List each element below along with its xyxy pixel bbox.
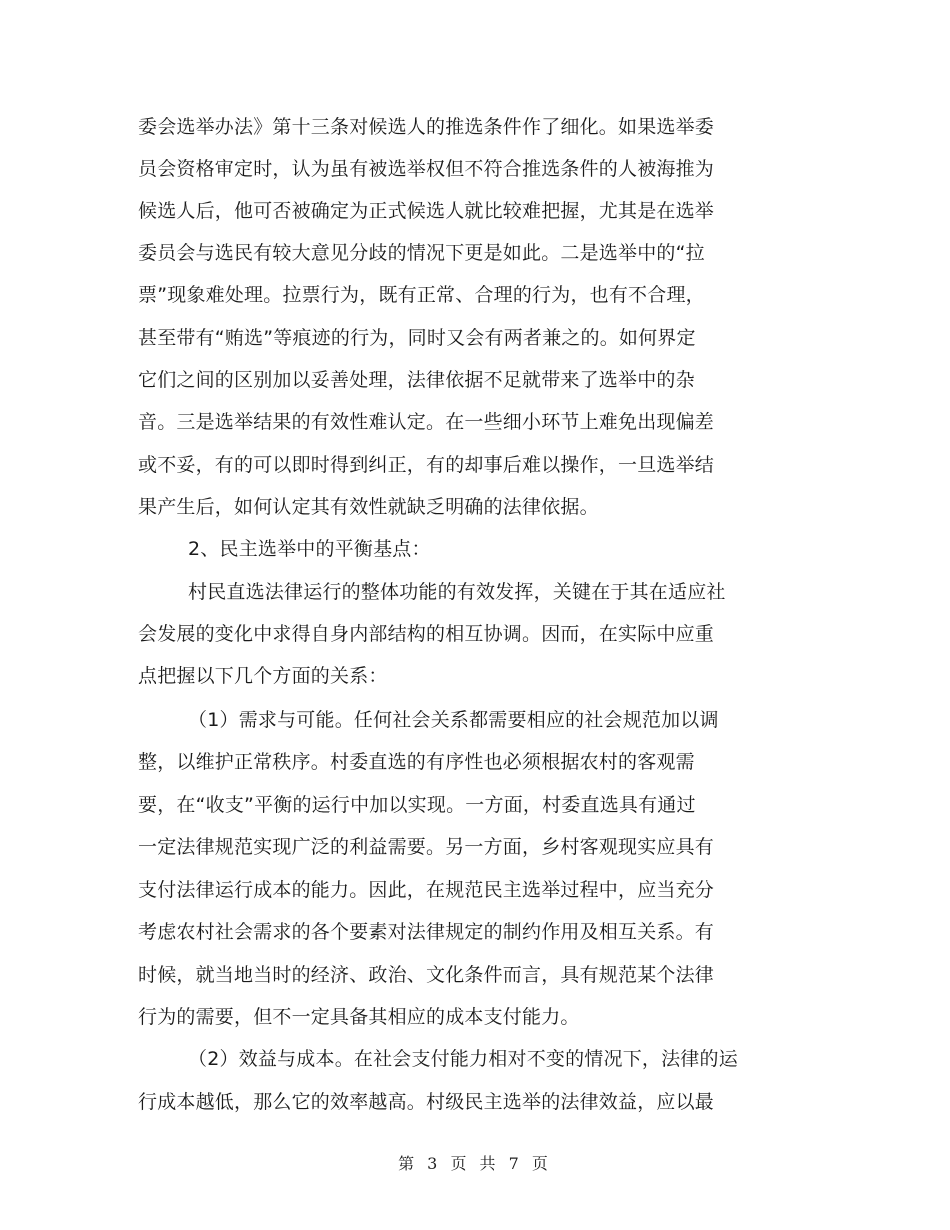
- text-line: 果产生后，如何认定其有效性就缺乏明确的法律依据。: [138, 496, 599, 518]
- text-line: 行成本越低，那么它的效率越高。村级民主选举的法律效益，应以最: [138, 1091, 715, 1113]
- text-line: 会发展的变化中求得自身内部结构的相互协调。因而，在实际中应重: [138, 623, 715, 645]
- text-line: 支付法律运行成本的能力。因此，在规范民主选举过程中，应当充分: [138, 879, 715, 901]
- text-line: 村民直选法律运行的整体功能的有效发挥，关键在于其在适应社: [188, 581, 726, 603]
- text-line: 时候，就当地当时的经济、政治、文化条件而言，具有规范某个法律: [138, 964, 715, 986]
- page-footer: 第 3 页 共 7 页: [398, 1154, 552, 1173]
- text-line: 考虑农村社会需求的各个要素对法律规定的制约作用及相互关系。有: [138, 921, 715, 943]
- text-line: 候选人后，他可否被确定为正式候选人就比较难把握，尤其是在选举: [138, 200, 715, 222]
- text-line: 它们之间的区别加以妥善处理，法律依据不足就带来了选举中的杂: [138, 369, 695, 391]
- text-line: 一定法律规范实现广泛的利益需要。另一方面，乡村客观现实应具有: [138, 836, 715, 858]
- text-line: 点把握以下几个方面的关系：: [138, 665, 388, 687]
- text-line: 员会资格审定时，认为虽有被选举权但不符合推选条件的人被海推为: [138, 158, 715, 180]
- text-line: 委员会与选民有较大意见分歧的情况下更是如此。二是选举中的“拉: [138, 242, 705, 264]
- text-line: 或不妥，有的可以即时得到纠正，有的却事后难以操作，一旦选举结: [138, 454, 715, 476]
- text-line: 整，以维护正常秩序。村委直选的有序性也必须根据农村的客观需: [138, 751, 695, 773]
- text-line: 委会选举办法》第十三条对候选人的推选条件作了细化。如果选举委: [138, 116, 715, 138]
- text-line: （1）需求与可能。任何社会关系都需要相应的社会规范加以调: [188, 709, 719, 731]
- text-line: 行为的需要，但不一定具备其相应的成本支付能力。: [138, 1006, 580, 1028]
- text-line: （2）效益与成本。在社会支付能力相对不变的情况下，法律的运: [188, 1048, 738, 1070]
- section-heading: 2、民主选举中的平衡基点：: [188, 538, 431, 560]
- text-line: 要，在“收支”平衡的运行中加以实现。一方面，村委直选具有通过: [138, 794, 696, 816]
- text-line: 甚至带有“贿选”等痕迹的行为，同时又会有两者兼之的。如何界定: [138, 327, 696, 349]
- text-line: 音。三是选举结果的有效性难认定。在一些细小环节上难免出现偏差: [138, 411, 715, 433]
- text-line: 票”现象难处理。拉票行为，既有正常、合理的行为，也有不合理，: [138, 284, 705, 306]
